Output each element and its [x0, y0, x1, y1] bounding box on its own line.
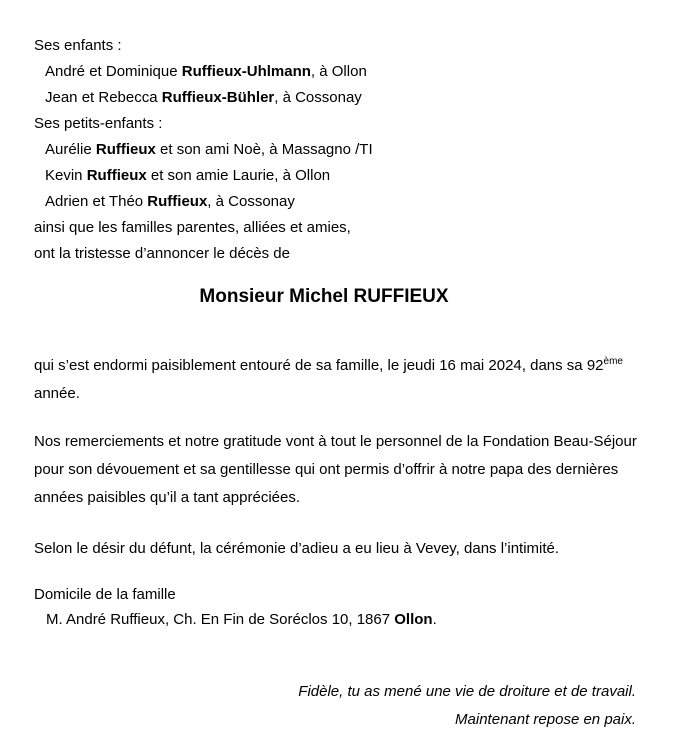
paragraph-line: [34, 352, 636, 380]
family-line-text: Ses petits-enfants :: [34, 115, 163, 132]
epitaph-line: Fidèle, tu as mené une vie de droiture et de travail.: [298, 683, 636, 700]
family-line: [34, 33, 636, 59]
family-line: [34, 137, 636, 163]
family-line-text: , à Cossonay: [207, 193, 295, 210]
family-line-text: Aurélie: [45, 141, 96, 158]
family-home-address: [34, 607, 636, 632]
family-line: [34, 59, 636, 85]
family-line: [34, 85, 636, 111]
thanks-paragraph: [34, 428, 636, 512]
family-line-text: Adrien et Théo: [45, 193, 148, 210]
family-line: [34, 163, 636, 189]
address-text: M. André Ruffieux, Ch. En Fin de Soréclos 10, 1867: [46, 611, 395, 628]
family-surname: Ruffieux: [86, 167, 147, 184]
epitaph-line: Maintenant repose en paix.: [455, 711, 636, 728]
ceremony-paragraph: Selon le désir du défunt, la cérémonie d’adieu a eu lieu à Vevey, dans l’intimité.: [34, 540, 560, 557]
family-line-text: , à Cossonay: [274, 89, 362, 106]
address-text: .: [432, 611, 437, 628]
family-surname: Ruffieux: [95, 141, 156, 158]
family-line-text: et son ami Noè, à Massagno /TI: [155, 141, 373, 158]
family-home-section: [34, 582, 636, 632]
family-section: [34, 33, 636, 267]
death-announcement-paragraph: [34, 352, 636, 408]
family-line: [34, 241, 636, 267]
family-surname: Ruffieux-Uhlmann: [181, 63, 311, 80]
family-line: [34, 111, 636, 137]
paragraph-text: qui s’est endormi paisiblement entouré de sa famille, le jeudi 16 mai 2024, dans sa 92: [34, 357, 604, 374]
paragraph-line: Nos remerciements et notre gratitude vont à tout le personnel de la Fondation Beau-Séjour: [34, 433, 637, 450]
family-line-text: ainsi que les familles parentes, alliées et amies,: [34, 219, 351, 236]
family-surname: Ruffieux-Bühler: [161, 89, 275, 106]
epitaph: [34, 678, 636, 734]
family-line-text: André et Dominique: [45, 63, 182, 80]
family-line: [34, 215, 636, 241]
family-line-text: Ses enfants :: [34, 37, 122, 54]
paragraph-line: années paisibles qu’il a tant appréciées.: [34, 489, 301, 506]
family-line-text: , à Ollon: [310, 63, 367, 80]
family-surname: Ruffieux: [147, 193, 208, 210]
family-line-text: ont la tristesse d’annoncer le décès de: [34, 245, 290, 262]
family-line: [34, 189, 636, 215]
family-line-text: et son amie Laurie, à Ollon: [146, 167, 331, 184]
deceased-name-title: Monsieur Michel RUFFIEUX: [199, 286, 449, 307]
family-line-text: Kevin: [45, 167, 87, 184]
address-city: Ollon: [394, 611, 433, 628]
family-line-text: Jean et Rebecca: [45, 89, 162, 106]
paragraph-line: année.: [34, 385, 80, 402]
ordinal-superscript: ème: [603, 356, 623, 367]
family-home-label: Domicile de la famille: [34, 586, 176, 603]
paragraph-line: pour son dévouement et sa gentillesse qui ont permis d’offrir à notre papa des dernières: [34, 461, 619, 478]
